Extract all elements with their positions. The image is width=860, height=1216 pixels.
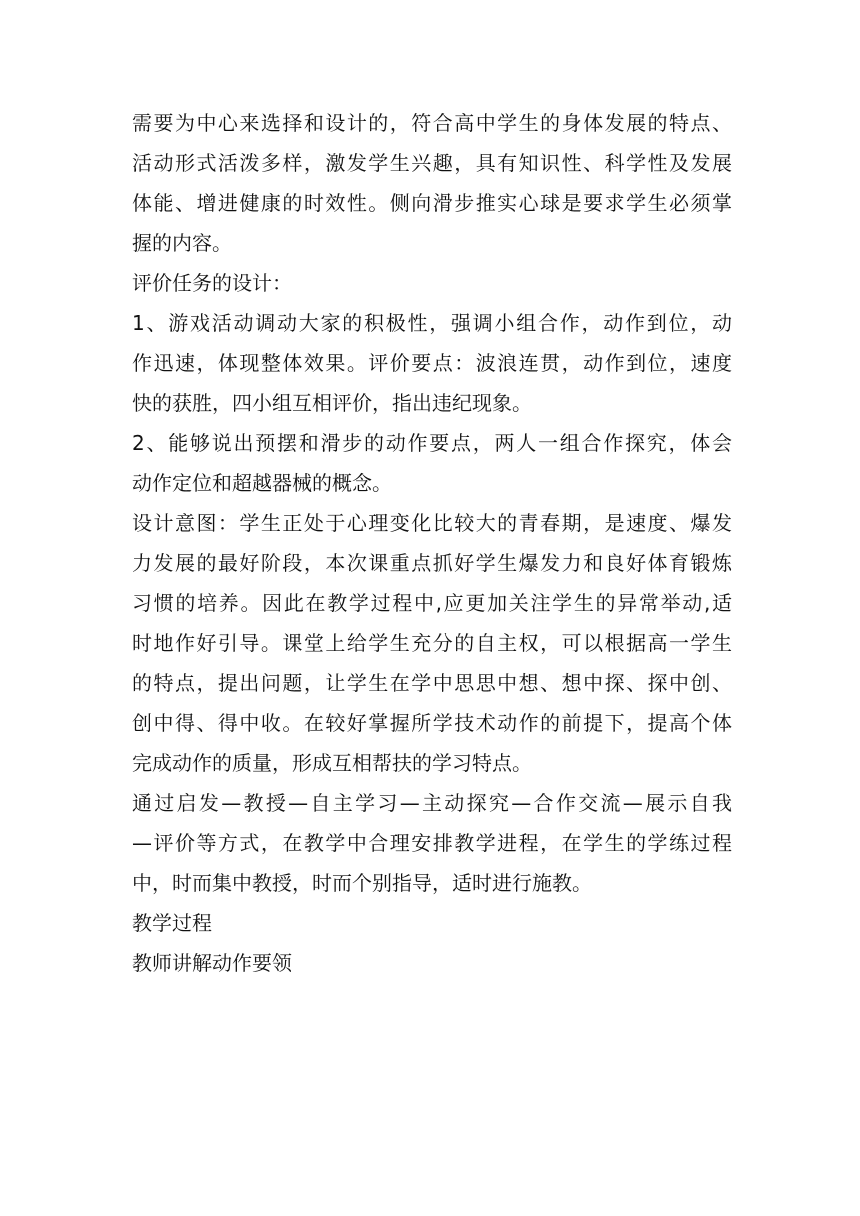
- text-line: 动作定位和超越器械的概念。: [132, 471, 392, 495]
- paragraph-teaching-method: [132, 783, 732, 903]
- text-line: 通过启发—教授—自主学习—主动探究—合作交流—展示自我: [132, 791, 732, 815]
- text-line: 中，时而集中教授，时而个别指导，适时进行施教。: [132, 871, 592, 895]
- paragraph-evaluation-item-1: [132, 303, 732, 423]
- text-line: 力发展的最好阶段，本次课重点抓好学生爆发力和良好体育锻炼: [132, 551, 732, 575]
- text-line: 创中得、得中收。在较好掌握所学技术动作的前提下，提高个体: [132, 711, 732, 735]
- text-line: 握的内容。: [132, 231, 232, 255]
- text-line: 1、游戏活动调动大家的积极性，强调小组合作，动作到位，动: [132, 311, 732, 335]
- section-heading: 教师讲解动作要领: [132, 951, 292, 975]
- paragraph-intro-continuation: [132, 103, 732, 263]
- paragraph-teaching-process-heading: [132, 903, 732, 943]
- text-line: 体能、增进健康的时效性。侧向滑步推实心球是要求学生必须掌: [132, 191, 732, 215]
- text-line: 需要为中心来选择和设计的，符合高中学生的身体发展的特点、: [132, 111, 732, 135]
- text-line: 设计意图：学生正处于心理变化比较大的青春期，是速度、爆发: [132, 511, 732, 535]
- text-line: 活动形式活泼多样，激发学生兴趣，具有知识性、科学性及发展: [132, 151, 732, 175]
- paragraph-teacher-explain-heading: [132, 943, 732, 983]
- text-line: 2、能够说出预摆和滑步的动作要点，两人一组合作探究，体会: [132, 431, 732, 455]
- text-line: 的特点，提出问题，让学生在学中思思中想、想中探、探中创、: [132, 671, 732, 695]
- text-line: 完成动作的质量，形成互相帮扶的学习特点。: [132, 751, 532, 775]
- section-heading: 评价任务的设计：: [132, 271, 292, 295]
- section-heading: 教学过程: [132, 911, 212, 935]
- text-line: —评价等方式，在教学中合理安排教学进程，在学生的学练过程: [132, 831, 732, 855]
- document-body: [132, 103, 732, 983]
- paragraph-evaluation-heading: [132, 263, 732, 303]
- paragraph-evaluation-item-2: [132, 423, 732, 503]
- text-line: 时地作好引导。课堂上给学生充分的自主权，可以根据高一学生: [132, 631, 732, 655]
- text-line: 作迅速，体现整体效果。评价要点：波浪连贯，动作到位，速度: [132, 351, 732, 375]
- text-line: 习惯的培养。因此在教学过程中,应更加关注学生的异常举动,适: [132, 591, 732, 615]
- paragraph-design-intent: [132, 503, 732, 783]
- text-line: 快的获胜，四小组互相评价，指出违纪现象。: [132, 391, 532, 415]
